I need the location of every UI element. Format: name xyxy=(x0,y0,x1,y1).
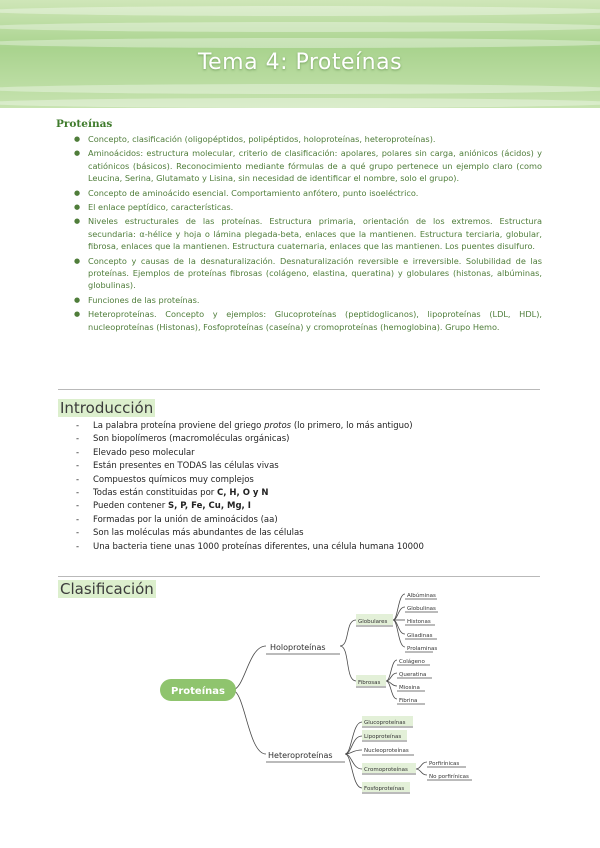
connector xyxy=(232,646,266,690)
gliadinas-label: Gliadinas xyxy=(407,633,433,639)
glucoproteinas-label: Glucoproteínas xyxy=(364,720,406,726)
section-title-clasificacion: Clasificación xyxy=(60,580,154,598)
list-item: ● Concepto, clasificación (oligopéptidos, polipéptidos, holoproteínas, heteroproteínas). xyxy=(88,133,542,145)
miosina-label: Miosina xyxy=(399,685,420,691)
nucleoproteinas-label: Nucleoproteínas xyxy=(364,748,409,754)
connector xyxy=(345,754,362,788)
list-item: - Elevado peso molecular xyxy=(76,447,546,460)
connector xyxy=(340,620,356,646)
list-item: ● Niveles estructurales de las proteínas. Estructura primaria, orientación de los extremos. Estructura secundaria: α-hélice y hoja o lámina plegada-beta, enlaces que la mantienen. Estructura terciaria, globular, fibrosa, enlaces que la mantienen. Estructura cuaternaria, enlaces que las mantienen. Los puentes disulfuro. xyxy=(88,215,542,252)
albuminas-label: Albúminas xyxy=(407,593,436,599)
histonas-label: Histonas xyxy=(407,619,431,625)
list-item: - Son biopolímeros (macromoléculas orgánicas) xyxy=(76,433,546,446)
queratina-label: Queratina xyxy=(399,672,427,678)
syllabus-heading: Proteínas xyxy=(56,118,113,130)
bold-text: S, P, Fe, Cu, Mg, I xyxy=(167,501,251,512)
holoproteinas-label: Holoproteínas xyxy=(270,643,326,652)
connector xyxy=(386,660,397,681)
globulinas-label: Globulinas xyxy=(407,606,436,612)
porfirinicas-label: Porfirínicas xyxy=(429,761,460,767)
globulares-label: Globulares xyxy=(358,619,388,625)
list-item: - Están presentes en TODAS las células vivas xyxy=(76,460,546,473)
list-item: ● Funciones de las proteínas. xyxy=(88,294,542,306)
connector xyxy=(340,646,356,681)
connector xyxy=(232,690,266,754)
list-item: ● El enlace peptídico, características. xyxy=(88,201,542,213)
fibrina-label: Fibrina xyxy=(399,698,418,704)
list-item: - Son las moléculas más abundantes de las células xyxy=(76,527,546,540)
fosfoproteinas-label: Fosfoproteínas xyxy=(364,786,405,792)
root-label: Proteínas xyxy=(171,686,225,697)
text: La palabra proteína proviene del griego xyxy=(93,421,265,431)
text: (lo primero, lo más antiguo) xyxy=(291,421,413,431)
list-item: - Compuestos químicos muy complejos xyxy=(76,474,546,487)
section-title-introduccion: Introducción xyxy=(60,399,154,417)
italic-text: protos xyxy=(264,421,292,431)
heteroproteinas-label: Heteroproteínas xyxy=(268,751,333,760)
list-item: - Una bacteria tiene unas 1000 proteínas diferentes, una célula humana 10000 xyxy=(76,541,546,554)
connector xyxy=(416,769,427,775)
list-item: - Formadas por la unión de aminoácidos (aa) xyxy=(76,514,546,527)
no-porfirinicas-label: No porfirínicas xyxy=(429,774,469,780)
cromoproteinas-label: Cromoproteínas xyxy=(364,767,408,773)
colageno-label: Colágeno xyxy=(399,659,425,665)
prolaminas-label: Prolaminas xyxy=(407,646,438,652)
list-item: ● Heteroproteínas. Concepto y ejemplos: Glucoproteínas (peptidoglicanos), lipoproteínas (LDL, HDL), nucleoproteínas (Histonas), Fosfoproteínas (caseína) y cromoproteínas (hemoglobina). Grupo Hemo. xyxy=(88,308,542,333)
connector xyxy=(345,722,362,754)
connector xyxy=(416,762,427,769)
list-item: ● Concepto de aminoácido esencial. Comportamiento anfótero, punto isoeléctrico. xyxy=(88,187,542,199)
list-item: ● Aminoácidos: estructura molecular, criterio de clasificación: apolares, polares sin carga, aniónicos (ácidos) y catiónicos (básicos). Reconocimiento mediante fórmulas de a qué grupo pertenece un ejemplo claro (como Leucina, Serina, Glutamato y Lisina, sin necesidad de identificar el nombre, solo el grupo). xyxy=(88,147,542,184)
text: Pueden contener xyxy=(93,501,168,512)
lipoproteinas-label: Lipoproteínas xyxy=(364,734,402,740)
text: Todas están constituidas por xyxy=(93,488,217,499)
fibrosas-label: Fibrosas xyxy=(358,680,381,686)
page-title: Tema 4: Proteínas xyxy=(197,50,403,75)
bold-text: C, H, O y N xyxy=(216,488,269,499)
list-item: ● Concepto y causas de la desnaturalización. Desnaturalización reversible e irreversible. Solubilidad de las proteínas. Ejemplos de proteínas fibrosas (colágeno, elastina, queratina) y globulares (histonas, albúminas, globulinas). xyxy=(88,255,542,292)
